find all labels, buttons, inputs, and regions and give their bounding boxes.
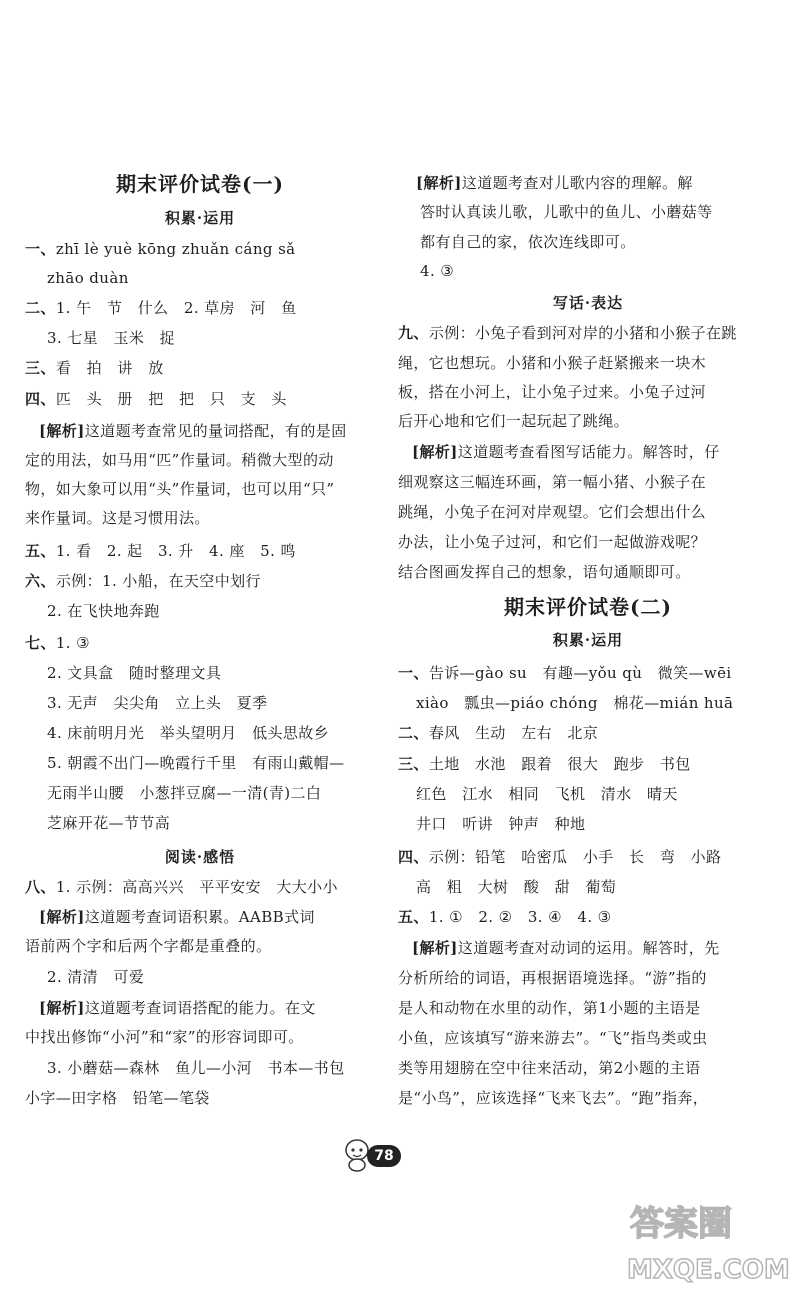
p5-analysis-line6: 是“小鸟”，应该选择“飞来飞去”。“跑”指奔， — [398, 1089, 709, 1107]
analysis-tag: [解析] — [416, 174, 462, 192]
analysis-text: 这道题考查词语搭配的能力。在文 — [84, 999, 316, 1017]
q7-line7: 芝麻开花—节节高 — [47, 814, 171, 832]
q6-number: 六、 — [25, 572, 56, 590]
analysis-tag: [解析] — [39, 999, 85, 1017]
p2-text: 春风 生动 左右 北京 — [428, 724, 599, 742]
q7-line3: 3. 无声 尖尖角 立上头 夏季 — [47, 694, 268, 712]
section-heading-writing: 写话·表达 — [552, 294, 624, 312]
q7-line2: 2. 文具盒 随时整理文具 — [47, 664, 222, 682]
q8-analysis1-line2: 语前两个字和后两个字都是重叠的。 — [25, 937, 272, 955]
q9-analysis-line4: 办法，让小兔子过河，和它们一起做游戏呢？ — [398, 533, 707, 551]
q1-line2: zhāo duàn — [47, 269, 129, 287]
q2-text: 1. 午 节 什么 2. 草房 河 鱼 — [55, 299, 297, 317]
q8-analysis2-line2: 中找出修饰“小河”和“家”的形容词即可。 — [25, 1028, 304, 1046]
q8-line4: 小字—田字格 铅笔—笔袋 — [25, 1089, 210, 1107]
analysis-text: 这道题考查对动词的运用。解答时，先 — [457, 939, 720, 957]
q7-line6: 无雨半山腰 小葱拌豆腐—一清(青)二白 — [47, 784, 322, 802]
analysis-text: 这道题考查对儿歌内容的理解。解 — [461, 174, 693, 192]
p5-analysis-line5: 类等用翅膀在空中往来活动，第2小题的主语 — [398, 1059, 701, 1077]
watermark-text-top: 答案圈 — [630, 1204, 732, 1244]
watermark-text-bottom: MXQE.COM — [627, 1255, 790, 1285]
q9-number: 九、 — [398, 324, 429, 342]
q2-line — [25, 297, 297, 319]
q4-analysis-line1 — [39, 420, 347, 442]
q4-number: 四、 — [25, 390, 56, 408]
q4-text: 匹 头 册 把 把 只 支 头 — [55, 390, 287, 408]
q9-line4: 后开心地和它们一起玩起了跳绳。 — [398, 412, 630, 430]
q4-analysis-line2: 定的用法，如马用“匹”作量词。稍微大型的动 — [25, 451, 334, 469]
q8-number: 八、 — [25, 878, 56, 896]
analysis-tag: [解析] — [412, 939, 458, 957]
q9-line1 — [398, 322, 737, 344]
top-analysis-line2: 答时认真读儿歌，儿歌中的鱼儿、小蘑菇等 — [420, 203, 713, 221]
q2-number: 二、 — [25, 299, 56, 317]
q6-line2: 2. 在飞快地奔跑 — [47, 602, 160, 620]
q3-text: 看 拍 讲 放 — [55, 359, 164, 377]
exam-title-1: 期末评价试卷(一) — [116, 172, 284, 196]
q5-number: 五、 — [25, 542, 56, 560]
section-heading-reading: 阅读·感悟 — [164, 848, 236, 866]
q4-line — [25, 388, 287, 410]
analysis-text: 这道题考查常见的量词搭配，有的是固 — [84, 422, 347, 440]
q9-analysis-line5: 结合图画发挥自己的想象，语句通顺即可。 — [398, 563, 691, 581]
q8-line3: 3. 小蘑菇—森林 鱼儿—小河 书本—书包 — [47, 1059, 345, 1077]
q3-number: 三、 — [25, 359, 56, 377]
q9-analysis-line2: 细观察这三幅连环画，第一幅小猪、小猴子在 — [398, 473, 707, 491]
analysis-tag: [解析] — [39, 422, 85, 440]
q3-line — [25, 357, 164, 379]
q9-line3: 板，搭在小河上，让小兔子过来。小兔子过河 — [398, 383, 707, 401]
p3-number: 三、 — [398, 755, 429, 773]
answer-4: 4. ③ — [420, 262, 455, 280]
p2-line — [398, 722, 598, 744]
q9-text: 示例：小兔子看到河对岸的小猪和小猴子在跳 — [428, 324, 737, 342]
p3-text: 土地 水池 跟着 很大 跑步 书包 — [428, 755, 691, 773]
p5-analysis-line3: 是人和动物在水里的动作，第1小题的主语是 — [398, 999, 701, 1017]
p5-analysis-line1 — [412, 937, 720, 959]
page-number: 78 — [367, 1145, 401, 1167]
q8-analysis1-line1 — [39, 906, 315, 928]
q6-line — [25, 570, 261, 592]
p4-line2: 高 粗 大树 酸 甜 葡萄 — [416, 878, 617, 896]
p1-number: 一、 — [398, 664, 429, 682]
q7-line4: 4. 床前明月光 举头望明月 低头思故乡 — [47, 724, 330, 742]
q9-line2: 绳，它也想玩。小猪和小猴子赶紧搬来一块木 — [398, 354, 707, 372]
analysis-text: 这道题考查词语积累。AABB式词 — [84, 908, 315, 926]
q1-line — [25, 238, 296, 260]
q8-line2: 2. 清清 可爱 — [47, 968, 145, 986]
q8-analysis2-line1 — [39, 997, 316, 1019]
p5-number: 五、 — [398, 908, 429, 926]
q8-line — [25, 876, 338, 898]
page-number-badge — [335, 1130, 415, 1180]
top-analysis-line1 — [416, 172, 693, 194]
q5-text: 1. 看 2. 起 3. 升 4. 座 5. 鸣 — [55, 542, 296, 560]
p1-line2: xiào 瓢虫—piáo chóng 棉花—mián huā — [416, 694, 734, 712]
p3-line3: 井口 听讲 钟声 种地 — [416, 815, 586, 833]
p5-analysis-line4: 小鱼，应该填写“游来游去”。“飞”指鸟类或虫 — [398, 1029, 708, 1047]
section-heading-accumulation-2: 积累·运用 — [552, 631, 624, 649]
p3-line1 — [398, 753, 691, 775]
p4-number: 四、 — [398, 848, 429, 866]
section-heading-accumulation: 积累·运用 — [164, 209, 236, 227]
q5-line — [25, 540, 296, 562]
q1-text: zhī lè yuè kōng zhuǎn cáng sǎ — [55, 240, 296, 258]
watermark-logo — [615, 1190, 795, 1290]
analysis-tag: [解析] — [412, 443, 458, 461]
analysis-tag: [解析] — [39, 908, 85, 926]
p5-analysis-line2: 分析所给的词语，再根据语境选择。“游”指的 — [398, 969, 707, 987]
q9-analysis-line3: 跳绳，小兔子在河对岸观望。它们会想出什么 — [398, 503, 707, 521]
p3-line2: 红色 江水 相同 飞机 清水 晴天 — [416, 785, 678, 803]
q7-line — [25, 632, 90, 654]
p2-number: 二、 — [398, 724, 429, 742]
p1-text: 告诉—gào su 有趣—yǒu qù 微笑—wēi — [428, 664, 732, 682]
exam-title-2: 期末评价试卷(二) — [504, 595, 672, 619]
q1-number: 一、 — [25, 240, 56, 258]
q9-analysis-line1 — [412, 441, 720, 463]
q7-text: 1. ③ — [55, 634, 90, 652]
p5-text: 1. ① 2. ② 3. ④ 4. ③ — [428, 908, 612, 926]
p4-text: 示例：铅笔 哈密瓜 小手 长 弯 小路 — [428, 848, 722, 866]
q8-text: 1. 示例：高高兴兴 平平安安 大大小小 — [55, 878, 338, 896]
analysis-text: 这道题考查看图写话能力。解答时，仔 — [457, 443, 720, 461]
q4-analysis-line3: 物，如大象可以用“头”作量词，也可以用“只” — [25, 480, 335, 498]
q2-line2: 3. 七星 玉米 捉 — [47, 329, 176, 347]
p5-line1 — [398, 906, 612, 928]
q7-line5: 5. 朝霞不出门—晚霞行千里 有雨山戴帽— — [47, 754, 345, 772]
q6-text: 示例：1. 小船，在天空中划行 — [55, 572, 261, 590]
top-analysis-line3: 都有自己的家，依次连线即可。 — [420, 233, 636, 251]
p4-line1 — [398, 846, 721, 868]
q4-analysis-line4: 来作量词。这是习惯用法。 — [25, 509, 210, 527]
p1-line1 — [398, 662, 732, 684]
q7-number: 七、 — [25, 634, 56, 652]
